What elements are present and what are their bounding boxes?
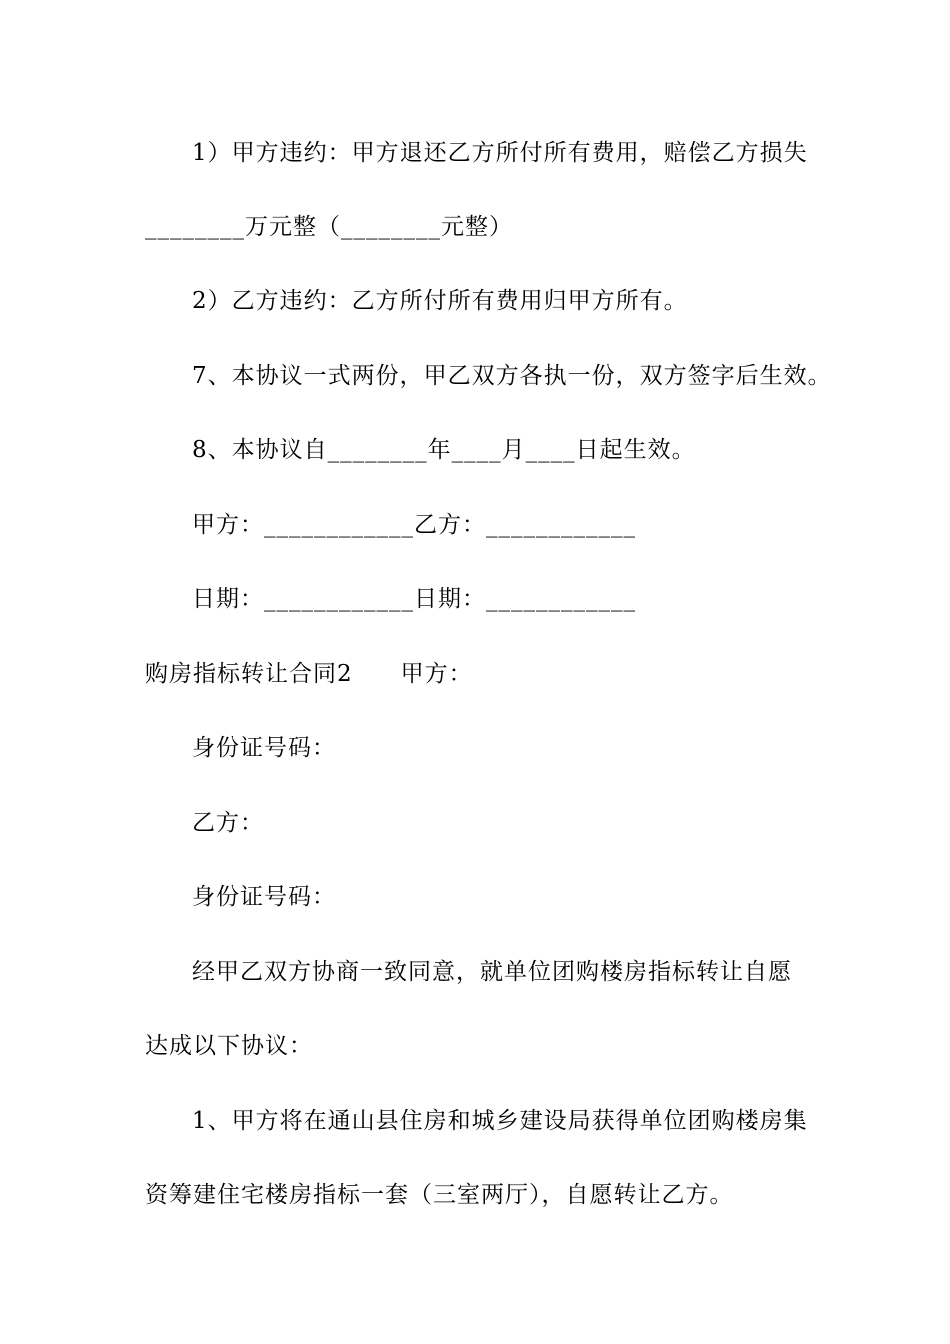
clause-breach-party-b: 2）乙方违约：乙方所付所有费用归甲方所有。 <box>192 288 688 314</box>
preamble-paragraph-cont: 达成以下协议： <box>145 1033 313 1059</box>
clause-1: 1、甲方将在通山县住房和城乡建设局获得单位团购楼房集 <box>192 1108 808 1134</box>
clause-breach-party-a: 1）甲方违约：甲方退还乙方所付所有费用，赔偿乙方损失 <box>192 140 808 166</box>
clause-8: 8、本协议自________年____月____日起生效。 <box>192 437 696 463</box>
date-line: 日期：____________日期：____________ <box>192 586 636 612</box>
preamble-paragraph: 经甲乙双方协商一致同意，就单位团购楼房指标转让自愿 <box>192 959 792 985</box>
party-b-id-label: 身份证号码： <box>192 884 336 910</box>
party-a-id-label: 身份证号码： <box>192 735 336 761</box>
signature-line: 甲方：____________乙方：____________ <box>192 512 636 538</box>
clause-1-cont: 资筹建住宅楼房指标一套（三室两厅），自愿转让乙方。 <box>145 1182 734 1208</box>
clause-7: 7、本协议一式两份，甲乙双方各执一份，双方签字后生效。 <box>192 363 832 389</box>
clause-breach-party-a-amount: ________万元整（________元整） <box>145 214 513 240</box>
contract-2-title: 购房指标转让合同2 甲方： <box>145 661 473 687</box>
party-b-label: 乙方： <box>192 810 264 836</box>
